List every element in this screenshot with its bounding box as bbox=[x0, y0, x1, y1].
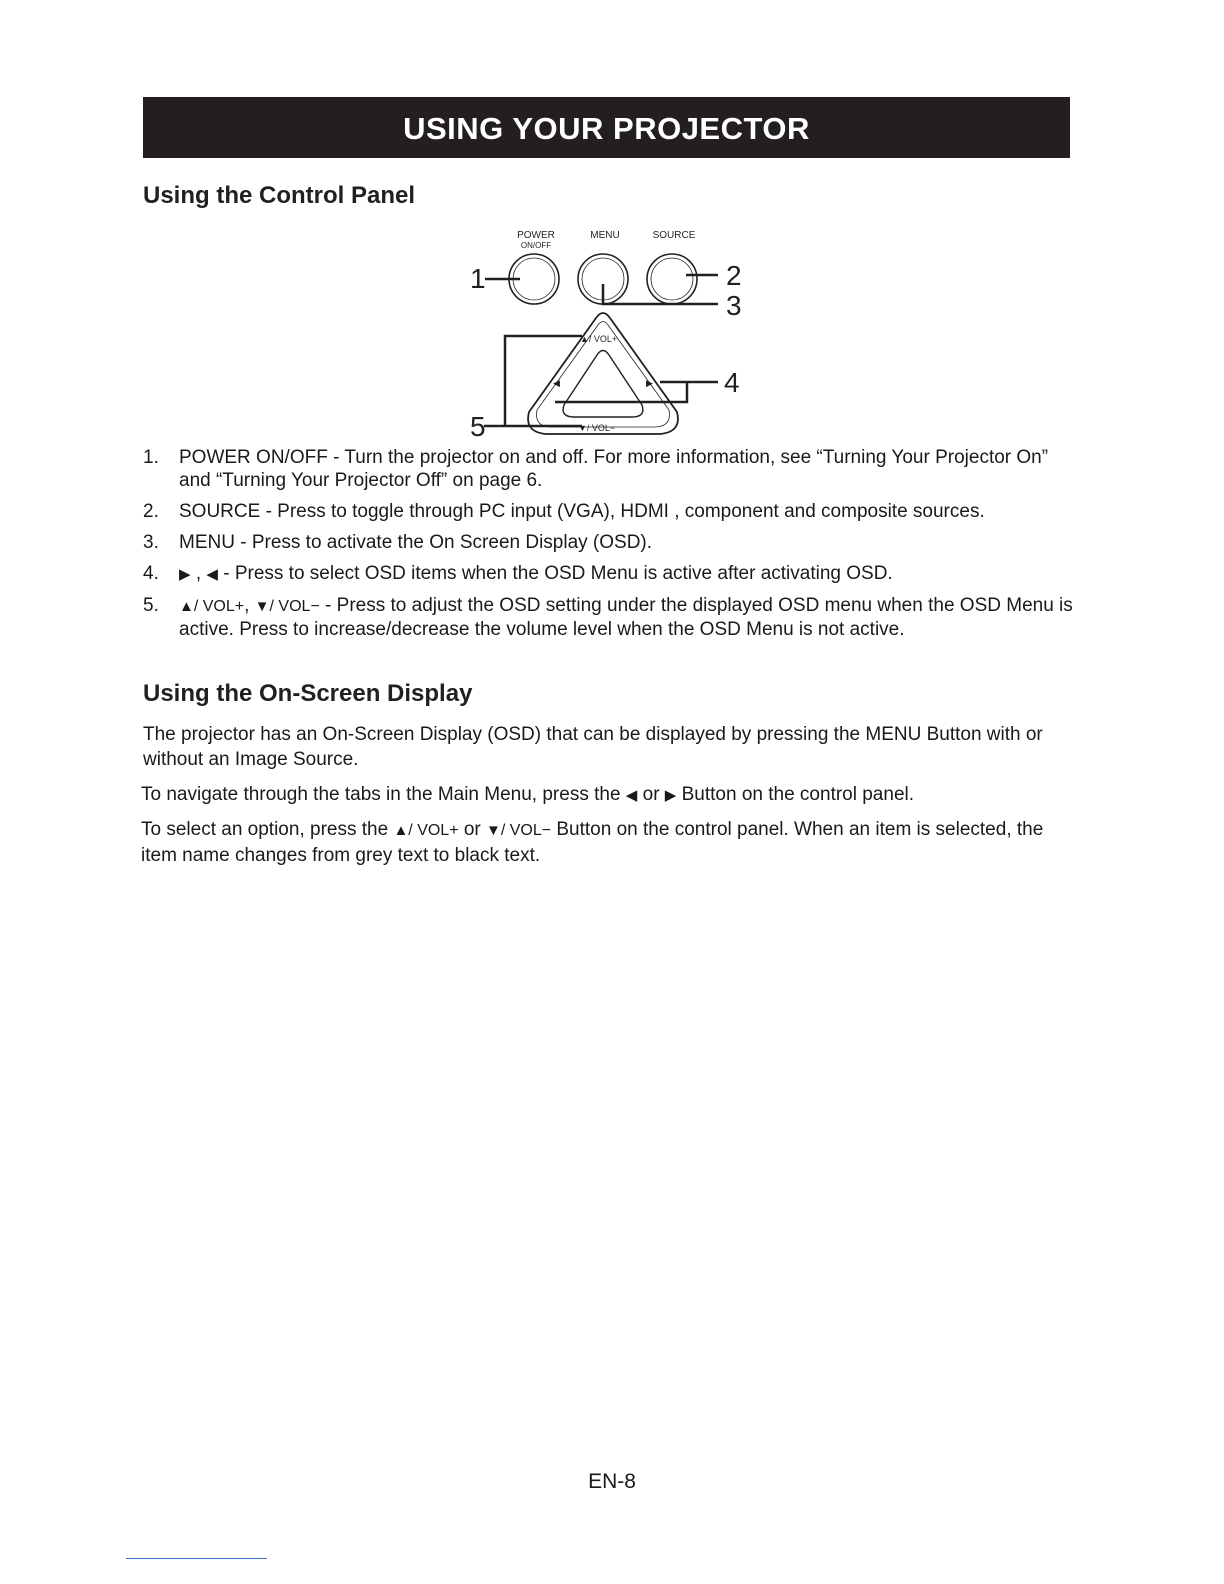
osd-paragraph-2 bbox=[141, 783, 1061, 809]
vol-up-label: / VOL+ bbox=[408, 822, 459, 839]
page-title: USING YOUR PROJECTOR bbox=[403, 111, 810, 146]
section-heading-control-panel: Using the Control Panel bbox=[143, 182, 416, 209]
source-button-label: SOURCE bbox=[652, 230, 696, 241]
paragraph-text: Button on the control panel. bbox=[676, 784, 915, 805]
left-arrow-icon: ◀ bbox=[206, 566, 218, 583]
navigation-pad bbox=[528, 313, 678, 434]
power-button-sublabel: ON/OFF bbox=[520, 241, 552, 250]
down-arrow-icon: ▼ bbox=[486, 822, 501, 839]
list-item-text: - Press to select OSD items when the OSD Menu is active after activating OSD. bbox=[217, 563, 893, 584]
footer-divider bbox=[126, 1558, 267, 1559]
paragraph-text: or bbox=[458, 819, 486, 840]
control-panel-list bbox=[143, 446, 1073, 649]
paragraph-text: To navigate through the tabs in the Main Menu, press the bbox=[141, 784, 626, 805]
callout-4: 4 bbox=[724, 367, 740, 398]
down-arrow-icon: ▼ bbox=[254, 598, 270, 615]
pad-down-label: ▼/ VOL− bbox=[578, 423, 616, 433]
menu-button-label: MENU bbox=[590, 230, 620, 241]
power-button-label: POWER bbox=[517, 230, 555, 241]
vol-up-label: / VOL+ bbox=[193, 598, 245, 615]
list-item bbox=[143, 500, 1073, 523]
source-button bbox=[647, 254, 697, 304]
separator-text: , bbox=[244, 595, 255, 616]
vol-down-label: / VOL− bbox=[269, 598, 320, 615]
paragraph-text: or bbox=[637, 784, 665, 805]
right-arrow-icon: ▶ bbox=[179, 566, 191, 583]
list-item-number: 3. bbox=[143, 532, 159, 553]
vol-down-label: / VOL− bbox=[500, 822, 552, 839]
list-item bbox=[143, 531, 1073, 554]
page-number: EN-8 bbox=[588, 1470, 636, 1493]
osd-paragraph-1: The projector has an On-Screen Display (OSD) that can be displayed by pressing the MENU Button with or without an Image Source. bbox=[143, 724, 1043, 770]
pad-up-label: ▲/ VOL+ bbox=[580, 334, 618, 344]
page-title-banner bbox=[143, 97, 1070, 158]
callout-2: 2 bbox=[726, 260, 742, 291]
up-arrow-icon: ▲ bbox=[393, 822, 409, 839]
list-item-text: MENU - Press to activate the On Screen Display (OSD). bbox=[179, 532, 653, 553]
list-item bbox=[143, 594, 1073, 641]
right-arrow-icon: ▶ bbox=[664, 787, 677, 804]
list-item-number: 4. bbox=[143, 563, 159, 584]
section-heading-osd: Using the On-Screen Display bbox=[143, 680, 473, 707]
list-item-text: - Press to adjust the OSD setting under the displayed OSD menu when the OSD Menu is active. Press to increase/decrease the volume level when the OSD Menu is not active. bbox=[179, 595, 1073, 640]
list-item-number: 1. bbox=[143, 447, 159, 468]
callout-5: 5 bbox=[470, 411, 486, 442]
list-item bbox=[143, 446, 1073, 492]
list-item-text: POWER ON/OFF - Turn the projector on and off. For more information, see “Turning Your Projector On” and “Turning Your Projector Off” on page 6. bbox=[179, 447, 1049, 491]
list-item bbox=[143, 562, 1073, 586]
up-arrow-icon: ▲ bbox=[179, 598, 194, 615]
paragraph-text: Button on the control panel. When an item is selected, the item name changes from grey text to black text. bbox=[141, 819, 1044, 866]
callout-3: 3 bbox=[726, 290, 742, 321]
osd-paragraph-3 bbox=[141, 818, 1061, 868]
list-item-number: 5. bbox=[143, 595, 159, 616]
paragraph-text: To select an option, press the bbox=[141, 819, 394, 840]
list-item-number: 2. bbox=[143, 501, 159, 522]
left-arrow-icon: ◀ bbox=[625, 787, 638, 804]
pad-left-label: ◀ bbox=[553, 378, 560, 388]
list-item-text: SOURCE - Press to toggle through PC input (VGA), HDMI , component and composite sources. bbox=[179, 501, 985, 522]
separator-text: , bbox=[190, 563, 207, 584]
pad-right-label: ▶ bbox=[646, 378, 653, 388]
control-panel-diagram bbox=[460, 222, 760, 444]
callout-1: 1 bbox=[470, 263, 486, 294]
